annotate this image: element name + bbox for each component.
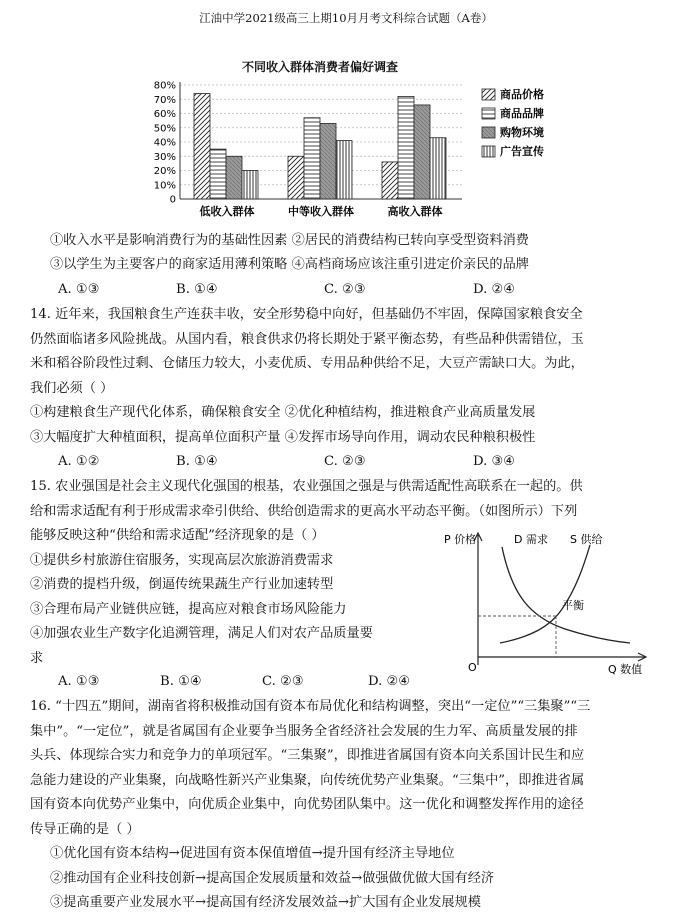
legend-swatch	[482, 108, 495, 119]
q14-option: C. ②③	[324, 454, 366, 469]
q16-line: 16. “十四五”期间，湖南省将积极推动国有资本布局优化和结构调整，突出“一定位”“三集聚”“三	[30, 699, 591, 714]
q16-line: 集中”。“一定位”，就是省属国有企业要争当服务全省经济社会发展的生力军、高质量发展的排	[30, 723, 578, 739]
demand-label: D 需求	[514, 533, 548, 546]
q15-line: ③合理布局产业链供应链，提高应对粮食市场风险能力	[30, 601, 347, 617]
q16-line: 急能力建设的产业集聚，向战略性新兴产业集聚，向传统优势产业集聚。“三集中”，即推进省属	[30, 772, 585, 788]
x-category-label: 中等收入群体	[288, 205, 354, 218]
legend-swatch	[482, 146, 495, 157]
q13-line: ③以学生为主要客户的商家适用薄利策略 ④高档商场应该注重引进定价亲民的品牌	[50, 257, 529, 272]
q15-line: ④加强农业生产数字化追溯管理，满足人们对农产品质量要	[30, 626, 373, 641]
y-tick-label: 30%	[153, 151, 176, 163]
q16-line: 传导正确的是（ ）	[30, 821, 140, 837]
q15-line: ②消费的提档升级，倒逼传统果蔬生产行业加速转型	[30, 577, 334, 592]
legend-label: 商品品牌	[500, 107, 544, 120]
legend-label: 商品价格	[500, 88, 544, 101]
legend-label: 广告宣传	[500, 145, 544, 158]
q15-option: C. ②③	[262, 674, 304, 689]
bar-2-1	[288, 156, 304, 199]
y-tick-label: 0	[169, 194, 176, 206]
q14-line: 米和稻谷阶段性过剩、仓储压力较大，小麦优质、专用品种供给不足，大豆产需缺口大。为此，	[30, 356, 584, 371]
legend-swatch	[482, 89, 495, 100]
q16-line: ②推动国有企业科技创新→提高国企发展质量和效益→做强做优做大国有经济	[50, 870, 495, 886]
demand-curve	[502, 547, 630, 643]
q13-line: ①收入水平是影响消费行为的基础性因素 ②居民的消费结构已转向享受型资料消费	[50, 233, 529, 248]
q16-line: ③提高重要产业发展水平→提高国有经济发展效益→扩大国有企业发展规模	[50, 895, 481, 910]
bar-chart	[0, 0, 692, 230]
q15-line: ①提供乡村旅游住宿服务，实现高层次旅游消费需求	[30, 552, 334, 568]
bar-2-2	[304, 118, 320, 199]
q13-option: C. ②③	[324, 282, 366, 297]
q15-option: B. ①④	[160, 674, 202, 689]
bar-1-3	[226, 156, 242, 199]
q15-line: 给和需求适配有利于形成需求牵引供给、供给创造需求的更高水平动态平衡。（如图所示）下列	[30, 503, 578, 519]
supply-label: S 供给	[570, 533, 603, 546]
q14-line: ③大幅度扩大种植面积，提高单位面积产量 ④发挥市场导向作用，调动农民种粮积极性	[30, 429, 536, 445]
y-tick-label: 50%	[153, 123, 176, 135]
q13-option: D. ②④	[473, 282, 516, 297]
bar-2-3	[320, 123, 336, 199]
bar-1-1	[194, 94, 210, 199]
bar-3-1	[382, 162, 398, 199]
y-tick-label: 10%	[153, 180, 176, 192]
legend-label: 购物环境	[500, 126, 544, 139]
x-category-label: 低收入群体	[199, 205, 255, 218]
y-tick-label: 40%	[153, 137, 176, 149]
legend-swatch	[482, 127, 495, 138]
q14-line: 仍然面临诸多风险挑战。从国内看，粮食供求仍将长期处于紧平衡态势，有些品种供需错位，玉	[30, 331, 584, 347]
y-tick-label: 60%	[153, 109, 176, 120]
bar-2-4	[336, 141, 352, 199]
bar-3-3	[414, 105, 430, 199]
q13-option: A. ①③	[58, 282, 100, 297]
y-tick-label: 80%	[153, 80, 176, 92]
q16-line: ①优化国有资本结构→促进国有资本保值增值→提升国有经济主导地位	[50, 846, 455, 861]
q15-line: 能够反映这种“供给和需求适配”经济现象的是（ ）	[30, 528, 325, 543]
q14-line: 我们必须（ ）	[30, 380, 114, 396]
q13-option: B. ①④	[176, 282, 218, 297]
bar-3-2	[398, 96, 414, 199]
bar-1-2	[210, 149, 226, 199]
q14-option: A. ①②	[58, 454, 100, 469]
q15-option: A. ①③	[58, 674, 100, 689]
y-tick-label: 70%	[153, 94, 176, 106]
graph-x-label: Q 数值	[608, 663, 643, 675]
q15-option: D. ②④	[368, 674, 411, 689]
q15-line: 15. 农业强国是社会主义现代化强国的根基，农业强国之强是与供需适配性高联系在一起的。供	[30, 479, 583, 494]
q14-line: 14. 近年来，我国粮食生产连获丰收，安全形势稳中向好，但基础仍不牢固，保障国家粮食安全	[30, 307, 583, 322]
graph-y-label: P 价格	[444, 533, 477, 546]
q14-option: B. ①④	[176, 454, 218, 469]
x-category-label: 高收入群体	[387, 205, 443, 218]
supply-demand-graph	[430, 525, 655, 675]
bar-3-4	[430, 138, 446, 199]
supply-curve	[500, 545, 590, 643]
q16-line: 头兵、体现综合实力和竞争力的单项冠军。“三集聚”，即推进省属国有资本向关系国计民生和应	[30, 748, 585, 763]
bar-1-4	[242, 171, 258, 200]
q14-line: ①构建粮食生产现代化体系，确保粮食安全 ②优化种植结构，推进粮食产业高质量发展	[30, 405, 536, 420]
q16-line: 国有资本向优势产业集中，向优质企业集中，向优势团队集中。这一优化和调整发挥作用的途径	[30, 797, 584, 812]
q15-line: 求	[30, 650, 44, 666]
equilibrium-label: 平衡	[562, 599, 584, 612]
q14-option: D. ③④	[473, 454, 516, 469]
chart-title: 不同收入群体消费者偏好调查	[241, 60, 398, 74]
page-header: 江油中学2021级高三上期10月月考文科综合试题（A卷）	[199, 11, 493, 25]
graph-origin-label: O	[468, 661, 477, 674]
y-tick-label: 20%	[153, 166, 176, 177]
